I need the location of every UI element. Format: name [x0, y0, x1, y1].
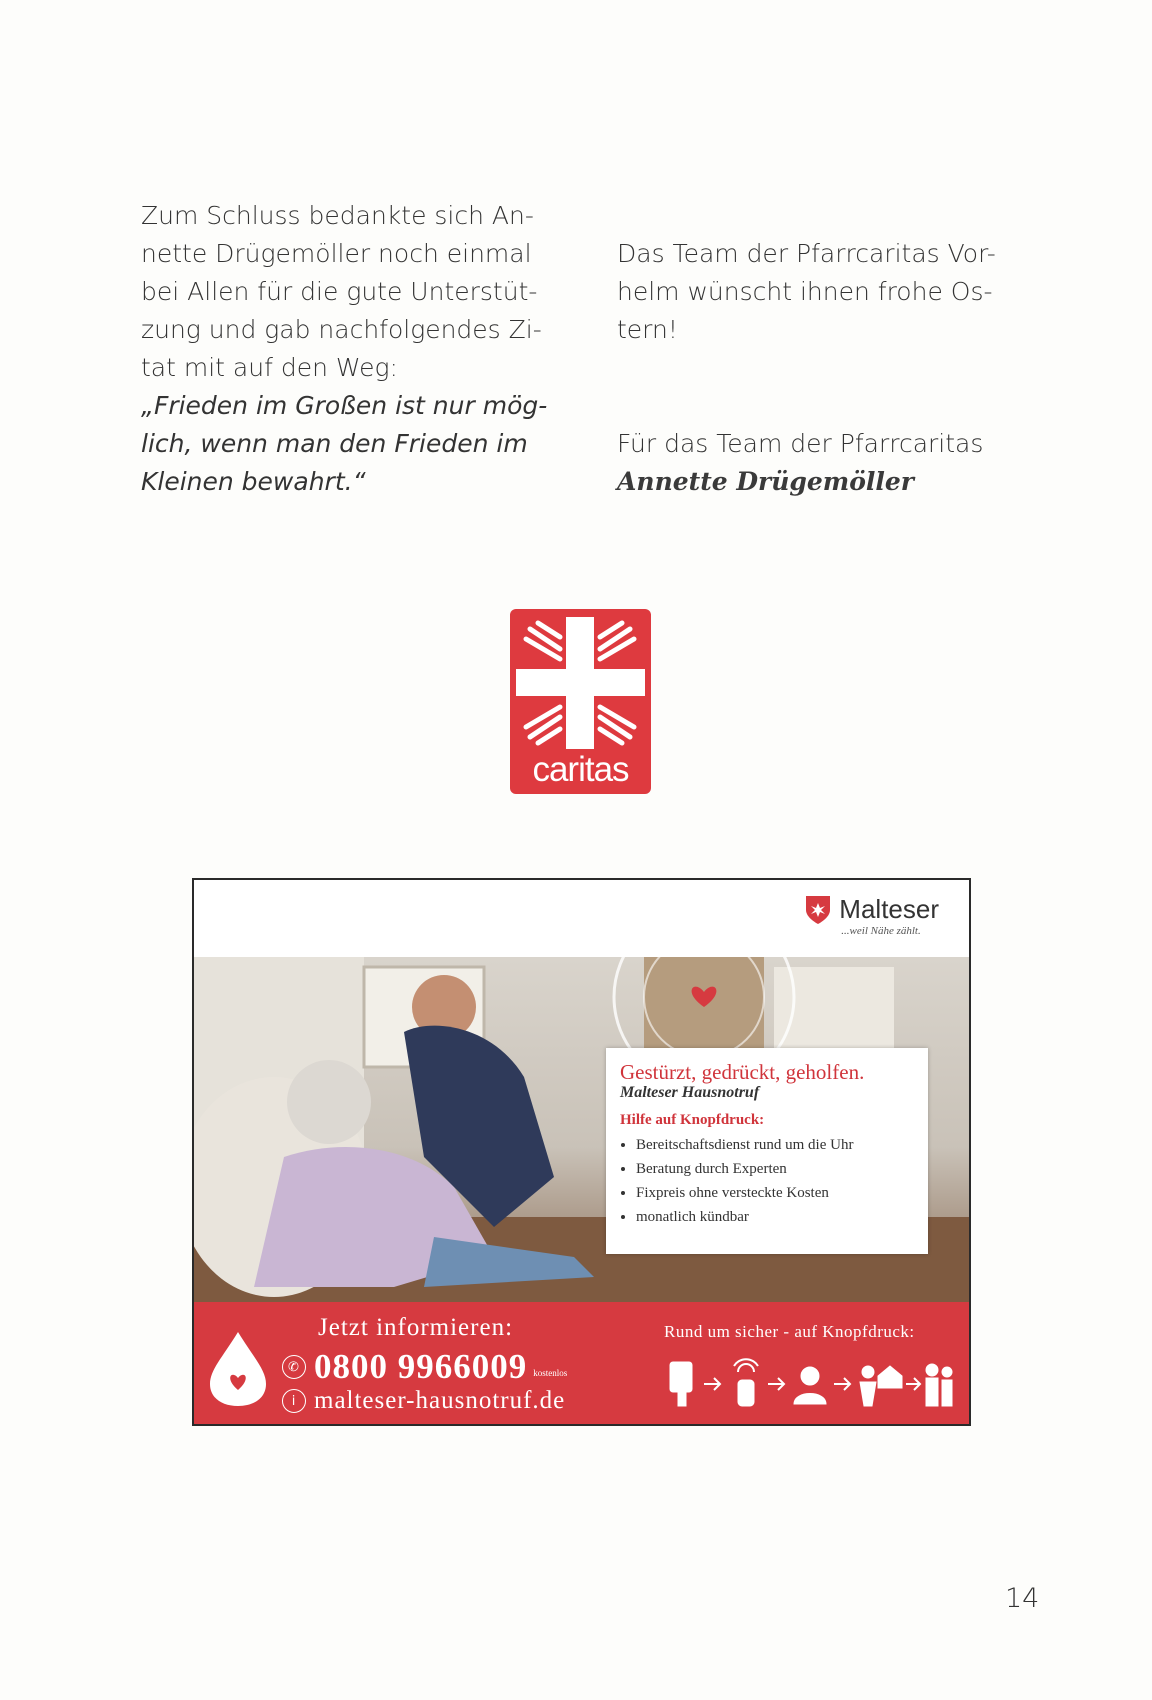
text-line: Zum Schluss bedankte sich An-: [141, 201, 534, 230]
text-line: tat mit auf den Weg:: [141, 353, 398, 382]
page-number: 14: [1005, 1583, 1040, 1614]
sicher-label: Rund um sicher - auf Knopfdruck:: [664, 1322, 915, 1341]
quote: [141, 387, 561, 501]
ad-subhead: Malteser Hausnotruf: [620, 1084, 760, 1101]
malteser-shield-icon: [805, 895, 831, 925]
call-to-action: Jetzt informieren:: [318, 1314, 514, 1341]
text-line: tern!: [617, 315, 678, 344]
quote-line: lich, wenn man den Frieden im: [141, 429, 528, 458]
quote-line: Kleinen bewahrt.“: [141, 467, 366, 496]
list-item: • Fixpreis ohne versteckte Kosten: [636, 1181, 914, 1205]
malteser-advertisement: [192, 878, 971, 1426]
caritas-cross-icon: [510, 609, 651, 759]
left-text-column: [141, 197, 561, 501]
arrow-icon: [704, 1378, 720, 1390]
phone-number[interactable]: 0800 9966009: [314, 1347, 528, 1386]
phone-note: kostenlos: [533, 1368, 568, 1378]
body-paragraph-left: [141, 197, 561, 387]
list-item: • Bereitschaftsdienst rund um die Uhr: [636, 1133, 914, 1157]
info-icon: i: [282, 1389, 306, 1413]
people-icon: [926, 1364, 952, 1406]
ad-feature-list: [620, 1133, 914, 1229]
right-text-column: [617, 235, 1017, 501]
finger-press-icon: [670, 1362, 692, 1406]
text-line: nette Drügemöller noch einmal: [141, 239, 532, 268]
phone-row: [282, 1347, 567, 1387]
list-item: • monatlich kündbar: [636, 1205, 914, 1229]
emergency-button-icon: [202, 1328, 274, 1408]
arrow-icon: [906, 1378, 920, 1390]
closing-line: Für das Team der Pfarrcaritas: [617, 429, 984, 458]
malteser-brand: [805, 894, 939, 937]
text-line: Das Team der Pfarrcaritas Vor-: [617, 239, 996, 268]
brand-slogan: ...weil Nähe zählt.: [841, 925, 921, 937]
quote-line: „Frieden im Großen ist nur mög-: [141, 391, 548, 420]
phone-icon: ✆: [282, 1355, 306, 1379]
signature: Annette Drügemöller: [617, 467, 914, 496]
ad-list-title: Hilfe auf Knopfdruck:: [620, 1112, 765, 1128]
ad-contact-bar: [194, 1302, 969, 1424]
text-line: bei Allen für die gute Unterstüt-: [141, 277, 538, 306]
ad-info-box: [606, 1048, 928, 1254]
list-item: • Beratung durch Experten: [636, 1157, 914, 1181]
text-line: zung und gab nachfolgendes Zi-: [141, 315, 542, 344]
process-steps-icons: [664, 1352, 954, 1412]
caritas-wordmark: caritas: [532, 750, 629, 789]
call-center-icon: [794, 1367, 826, 1404]
helper-house-icon: [860, 1366, 902, 1406]
alarm-device-icon: [734, 1359, 758, 1406]
website-row: [282, 1387, 565, 1415]
brand-name: Malteser: [839, 894, 939, 924]
arrow-icon: [834, 1378, 850, 1390]
body-paragraph-right: [617, 235, 1017, 349]
website-link[interactable]: malteser-hausnotruf.de: [314, 1387, 566, 1414]
caritas-logo: [510, 609, 651, 794]
text-line: helm wünscht ihnen frohe Os-: [617, 277, 993, 306]
arrow-icon: [768, 1378, 784, 1390]
ad-headline: Gestürzt, gedrückt, geholfen.: [620, 1060, 865, 1084]
